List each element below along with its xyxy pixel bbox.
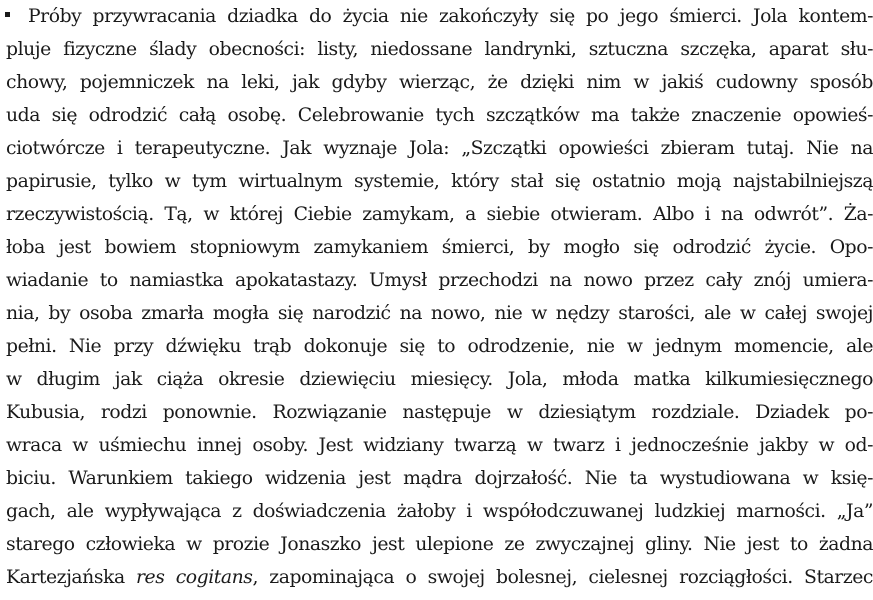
text-line: Kubusia, rodzi ponownie. Rozwiązanie następuje w dziesiątym rozdziale. Dziadek po- (6, 402, 873, 423)
text-line: pluje fizyczne ślady obecności: listy, niedossane landrynki, sztuczna szczęka, aparat słu- (6, 39, 873, 60)
text-line: Próby przywracania dziadka do życia nie zakończyły się po jego śmierci. Jola kontem- (28, 6, 873, 27)
text-segment: Kartezjańska (6, 567, 137, 588)
italic-latin-term: res cogitans (136, 567, 253, 588)
text-line: biciu. Warunkiem takiego widzenia jest mądra dojrzałość. Nie ta wystudiowana w księ- (6, 468, 873, 489)
text-line: uda się odrodzić całą osobę. Celebrowanie tych szczątków ma także znaczenie opowieś- (6, 105, 873, 126)
text-line: wraca w uśmiechu innej osoby. Jest widziany twarzą w twarz i jednocześnie jakby w od- (6, 435, 873, 456)
text-line: wiadanie to namiastka apokatastazy. Umysł przechodzi na nowo przez cały znój umiera- (6, 270, 873, 291)
text-line: papirusie, tylko w tym wirtualnym systemie, który stał się ostatnio moją najstabilniejszą (6, 171, 873, 192)
text-line: starego człowieka w prozie Jonaszko jest ulepione ze zwyczajnej gliny. Nie jest to żadna (6, 534, 873, 555)
text-segment: , zapominająca o swojej bolesnej, cielesnej rozciągłości. Starzec (252, 567, 873, 588)
text-line-last (6, 561, 873, 594)
text-line: rzeczywistością. Tą, w której Ciebie zamykam, a siebie otwieram. Albo i na odwrót”. Ża- (6, 204, 873, 225)
text-line: ciotwórcze i terapeutyczne. Jak wyznaje Jola: „Szczątki opowieści zbieram tutaj. Nie na (6, 138, 873, 159)
body-paragraph (6, 0, 873, 594)
text-line: gach, ale wypływająca z doświadczenia żałoby i współodczuwanej ludzkiej marności. „Ja” (6, 501, 873, 522)
text-line: w długim jak ciąża okresie dziewięciu miesięcy. Jola, młoda matka kilkumiesięcznego (6, 369, 873, 390)
text-line: chowy, pojemniczek na leki, jak gdyby wierząc, że dzięki nim w jakiś cudowny sposób (6, 72, 873, 93)
text-line: łoba jest bowiem stopniowym zamykaniem śmierci, by mogło się odrodzić życie. Opo- (6, 237, 873, 258)
text-line: pełni. Nie przy dźwięku trąb dokonuje się to odrodzenie, nie w jednym momencie, ale (6, 336, 873, 357)
text-line: nia, by osoba zmarła mogła się narodzić na nowo, nie w nędzy starości, ale w całej swojej (6, 303, 873, 324)
